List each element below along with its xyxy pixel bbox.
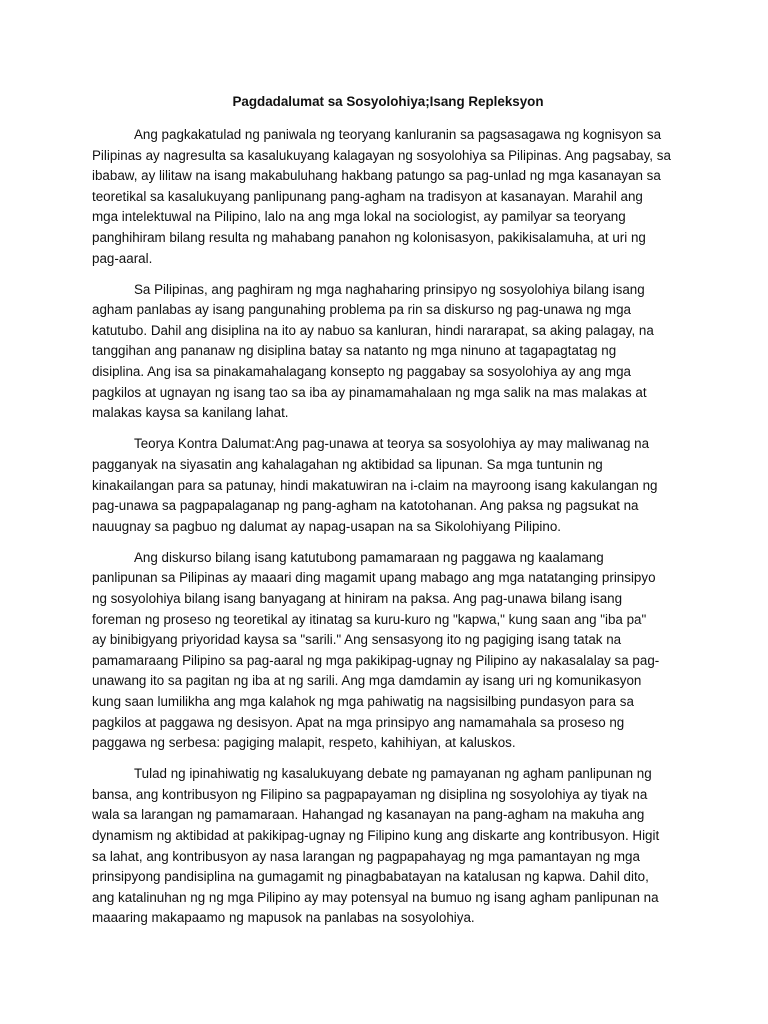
text-line: Pilipinas ay nagresulta sa kasalukuyang kalagayan ng sosyolohiya sa Pilipinas. Ang pagsabay, sa — [92, 147, 671, 163]
text-line: unawang ito sa pagitan ng iba at ng sarili. Ang mga damdamin ay isang uri ng komunikasyon — [92, 673, 642, 689]
text-line: pagkilos at paggawa ng desisyon. Apat na mga prinsipyo ang namamahala sa proseso ng — [92, 714, 625, 730]
text-line: maaaring makapaamo ng mapusok na panlabas na sosyolohiya. — [92, 910, 475, 926]
text-line: Tulad ng ipinahiwatig ng kasalukuyang debate ng pamayanan ng agham panlipunan ng — [134, 766, 652, 782]
text-line: ibabaw, ay lilitaw na isang makabuluhang hakbang patungo sa pag-unlad ng mga kasanayan sa — [92, 168, 661, 184]
text-line: disiplina. Ang isa sa pinakamahalagang konsepto ng paggabay sa sosyolohiya ay ang mga — [92, 364, 631, 380]
text-line: sa lahat, ang kontribusyon ay nasa larangan ng pagpapahayag ng mga pamantayan ng mga — [92, 848, 640, 864]
paragraph-1 — [92, 125, 692, 269]
text-line: mga intelektuwal na Pilipino, lalo na ang mga lokal na sociologist, ay pamilyar sa teoryang — [92, 209, 626, 225]
text-line: kinakailangan para sa patunay, hindi makatuwiran na i-claim na mayroong isang kakulangan ng — [92, 477, 658, 493]
text-line: malakas kaysa sa kanilang lahat. — [92, 405, 289, 421]
text-line: wala sa larangan ng pamamaraan. Hahangad ng kasanayan na pang-agham na makuha ang — [92, 807, 645, 823]
text-line: dynamism ng aktibidad at pakikipag-ugnay ng Filipino kung ang diskarte ang kontribusyon. Higit — [92, 828, 660, 843]
text-line: prinsipyong pandisiplina na gumagamit ng pinagbabatayan na katalusan ng kapwa. Dahil dito, — [92, 869, 649, 885]
text-line: Ang pagkakatulad ng paniwala ng teoryang kanluranin sa pagsasagawa ng kognisyon sa — [134, 127, 662, 142]
text-line: pag-unawa sa pagpapalaganap ng pang-agham na katotohanan. Ang paksa ng pagsukat na — [92, 498, 639, 514]
document-body — [92, 125, 692, 939]
text-line: pagkilos at ugnayan ng isang tao sa iba ay pinamamahalaan ng mga salik na mas malakas at — [92, 384, 647, 400]
text-line: foreman ng proseso ng teoretikal ay itinatag sa kuru-kuro ng "kapwa," kung saan ang "iba pa" — [92, 611, 647, 627]
paragraph-2 — [92, 280, 692, 424]
text-line: ang katalinuhan ng ng mga Pilipino ay may potensyal na bumuo ng isang agham panlipunan na — [92, 889, 659, 905]
text-line: panghihiram bilang resulta ng mahabang panahon ng kolonisasyon, pakikisalamuha, at uri ng — [92, 229, 646, 245]
text-line: ng sosyolohiya bilang isang banyagang at hiniram na paksa. Ang pag-unawa bilang isang — [92, 590, 623, 606]
text-line: teoretikal sa kasalukuyang panlipunang pang-agham na tradisyon at kasanayan. Marahil ang — [92, 188, 643, 204]
text-line: tanggihan ang pananaw ng disiplina batay sa natanto ng mga ninuno at tagapagtatag ng — [92, 343, 617, 359]
text-line: nauugnay sa pagbuo ng dalumat ay napag-usapan na sa Sikolohiyang Pilipino. — [92, 518, 562, 534]
text-line: panlipunan sa Pilipinas ay maaari ding magamit upang mabago ang mga natatanging prinsipyo — [92, 570, 656, 586]
text-line: Sa Pilipinas, ang paghiram ng mga naghaharing prinsipyo ng sosyolohiya bilang isang — [134, 281, 645, 297]
text-line: katutubo. Dahil ang disiplina na ito ay nabuo sa kanluran, hindi nararapat, sa aking palagay, na — [92, 322, 654, 338]
text-line: Ang diskurso bilang isang katutubong pamamaraan ng paggawa ng kaalamang — [134, 549, 604, 565]
text-line: paggawa ng serbesa: pagiging malapit, respeto, kahihiyan, at kaluskos. — [92, 735, 516, 751]
text-line: ay binibigyang priyoridad kaysa sa "sarili." Ang sensasyong ito ng pagiging isang tatak na — [92, 632, 622, 648]
text-line: pag-aaral. — [92, 250, 153, 266]
text-line: bansa, ang kontribusyon ng Filipino sa pagpapayaman ng disiplina ng sosyolohiya ay tiyak na — [92, 786, 648, 802]
paragraph-4 — [92, 548, 692, 754]
document-title: Pagdadalumat sa Sosyolohiya;Isang Repleksyon — [232, 94, 544, 109]
text-line: pagganyak na siyasatin ang kahalagahan ng aktibidad sa lipunan. Sa mga tuntunin ng — [92, 456, 603, 472]
text-line: kung saan lumilikha ang mga kalahok ng mga pahiwatig na nagsisilbing pundasyon para sa — [92, 693, 634, 709]
paragraph-5 — [92, 764, 692, 929]
text-line: agham panlabas ay isang pangunahing problema pa rin sa diskurso ng pag-unawa ng mga — [92, 302, 631, 318]
text-line: Teorya Kontra Dalumat:Ang pag-unawa at teorya sa sosyolohiya ay may maliwanag na — [134, 436, 650, 452]
text-line: pamamaraang Pilipino sa pag-aaral ng mga pakikipag-ugnay ng Pilipino ay nakasalalay sa pag- — [92, 652, 660, 668]
paragraph-3 — [92, 434, 692, 537]
